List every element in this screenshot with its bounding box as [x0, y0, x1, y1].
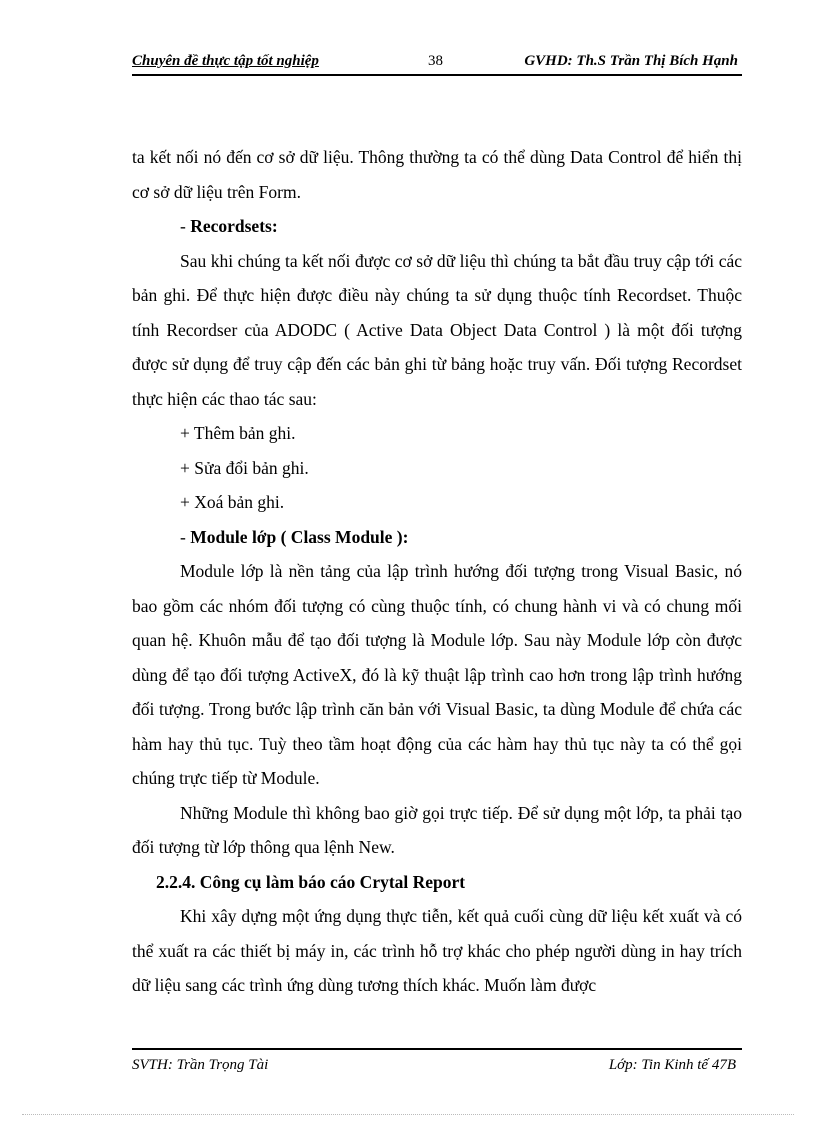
paragraph-recordsets: Sau khi chúng ta kết nối được cơ sở dữ liệu thì chúng ta bắt đầu truy cập tới các bản ghi. Để thực hiện được điều này chúng ta sử dụng thuộc tính Recordset. Thuộc tính Recordser của ADODC ( Active Data Object Data Control ) là một đối tượng được sử dụng để truy cập đến các bản ghi từ bảng hoặc truy vấn. Đối tượng Recordset thực hiện các thao tác sau: — [132, 250, 742, 409]
page-header — [132, 50, 742, 76]
module-title-rest: ( Class Module ): — [276, 526, 409, 547]
page-number: 38 — [428, 53, 443, 69]
page-edge-divider — [22, 1114, 794, 1115]
recordsets-title: Recordsets: — [190, 216, 278, 236]
recordsets-heading — [132, 209, 742, 244]
paragraph-class-module: Module lớp là nền tảng của lập trình hướng đối tượng trong Visual Basic, nó bao gồm các nhóm đối tượng có cùng thuộc tính, có chung hành vi và có chung mối quan hệ. Khuôn mẫu để tạo đối tượng là Module lớp. Sau này Module lớp còn được dùng để tạo đối tượng ActiveX, đó là kỹ thuật lập trình cao hơn trong lập trình hướng đối tượng. Trong bước lập trình căn bản với Visual Basic, ta dùng Module để chứa các hàm hay thủ tục. Tuỳ theo tầm hoạt động của các hàm hay thủ tục này ta có thể gọi chúng trực tiếp từ Module. — [132, 561, 742, 788]
footer-student: SVTH: Trần Trọng Tài — [132, 1057, 269, 1073]
module-dash: - — [180, 526, 191, 547]
footer-class: Lớp: Tin Kinh tế 47B — [608, 1057, 736, 1073]
module-heading — [132, 520, 742, 555]
list-item-add-record: + Thêm bản ghi. — [180, 423, 296, 443]
header-supervisor: GVHD: Th.S Trần Thị Bích Hạnh — [524, 53, 738, 69]
paragraph-crystal-report: Khi xây dựng một ứng dụng thực tiễn, kết quả cuối cùng dữ liệu kết xuất và có thể xuất ra các thiết bị máy in, các trình hỗ trợ khác cho phép người dùng in hay trích dữ liệu sang các trình ứng dùng tương thích khác. Muốn làm được — [132, 906, 742, 995]
list-item-edit-record: + Sửa đổi bản ghi. — [180, 457, 309, 478]
paragraph-data-control: ta kết nối nó đến cơ sở dữ liệu. Thông thường ta có thể dùng Data Control để hiển thị cơ sở dữ liệu trên Form. — [132, 147, 742, 202]
list-item-delete-record: + Xoá bản ghi. — [180, 492, 285, 512]
module-title: Module lớp — [190, 526, 277, 547]
page-footer — [132, 1048, 742, 1080]
page-body — [132, 140, 742, 1003]
recordsets-dash: - — [180, 216, 191, 236]
paragraph-module-new: Những Module thì không bao giờ gọi trực tiếp. Để sử dụng một lớp, ta phải tạo đối tượng từ lớp thông qua lệnh New. — [132, 802, 742, 857]
header-title: Chuyên đề thực tập tốt nghiệp — [132, 53, 319, 69]
section-heading-crystal-report: 2.2.4. Công cụ làm báo cáo Crytal Report — [156, 871, 466, 892]
